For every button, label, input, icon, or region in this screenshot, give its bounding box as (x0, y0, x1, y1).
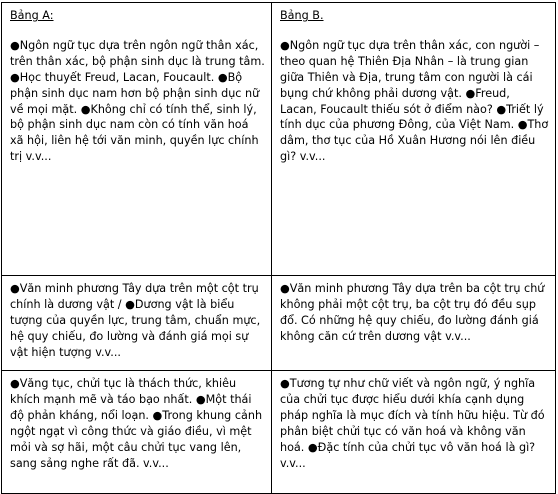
table-cell-a1 (2, 3, 272, 276)
table-cell-b1 (272, 3, 556, 276)
table-row (2, 371, 556, 494)
table-row (2, 3, 556, 276)
table-cell-a2 (2, 276, 272, 371)
table-a-text-3: ●Văng tục, chửi tục là thách thức, khiêu khích mạnh mẽ và táo bạo nhất. ●Một thái độ phản kháng, nổi loạn. ●Trong khung cảnh ngột ngạt vì công thức và giáo điều, vì mệt mỏi và sợ hãi, một câu chửi tục vang lên, sang sảng nghe rất đã. v.v... (10, 377, 263, 470)
table-cell-b2 (272, 276, 556, 371)
table-a-text-2: ●Văn minh phương Tây dựa trên một cột trụ chính là dương vật / ●Dương vật là biểu tượng của quyền lực, trung tâm, chuẩn mực, hệ quy chiếu, đo lường và đánh giá mọi sự vật hiện tượng v.v... (10, 282, 261, 359)
table-cell-b3 (272, 371, 556, 494)
table-a-title: Bảng A: (10, 9, 54, 22)
table-b-text-2: ●Văn minh phương Tây dựa trên ba cột trụ chứ không phải một cột trụ, ba cột trụ đó đều sụp đổ. Có những hệ quy chiếu, đo lường đánh giá không căn cứ trên dương vật v.v... (280, 282, 545, 343)
table-b-text-1: ●Ngôn ngữ tục dựa trên thân xác, con người – theo quan hệ Thiên Địa Nhân – là trung gian giữa Thiên và Địa, trung tâm con người là cái bụng chứ không phải dương vật. ●Freud, Lacan, Foucault thiếu sót ở điểm nào? ●Triết lý tính dục của phương Đông, của Việt Nam. ●Thơ dâm, thơ tục của Hồ Xuân Hương nói lên điều gì? v.v... (280, 38, 549, 164)
table-cell-a3 (2, 371, 272, 494)
table-a-text-1: ●Ngôn ngữ tục dựa trên ngôn ngữ thân xác, trên thân xác, bộ phận sinh dục là trung tâm. ●Học thuyết Freud, Lacan, Foucault. ●Bộ phận sinh dục nam hơn bộ phận sinh dục nữ về mọi mặt. ●Không chỉ có tính thể, sinh lý, bộ phận sinh dục nam còn có tính văn hoá xã hội, liên hệ tới văn minh, quyền lực chính trị v.v... (10, 38, 265, 164)
table-b-text-3: ●Tương tự như chữ viết và ngôn ngữ, ý nghĩa của chửi tục được hiểu dưới khía cạnh dụng pháp nghĩa là mục đích và tính hữu hiệu. Từ đó phân biệt chửi tục có văn hoá và không văn hoá. ●Đặc tính của chửi tục vô văn hoá là gì? v.v... (280, 377, 545, 470)
comparison-table (1, 2, 556, 494)
table-b-title: Bảng B. (280, 9, 324, 22)
table-row (2, 276, 556, 371)
